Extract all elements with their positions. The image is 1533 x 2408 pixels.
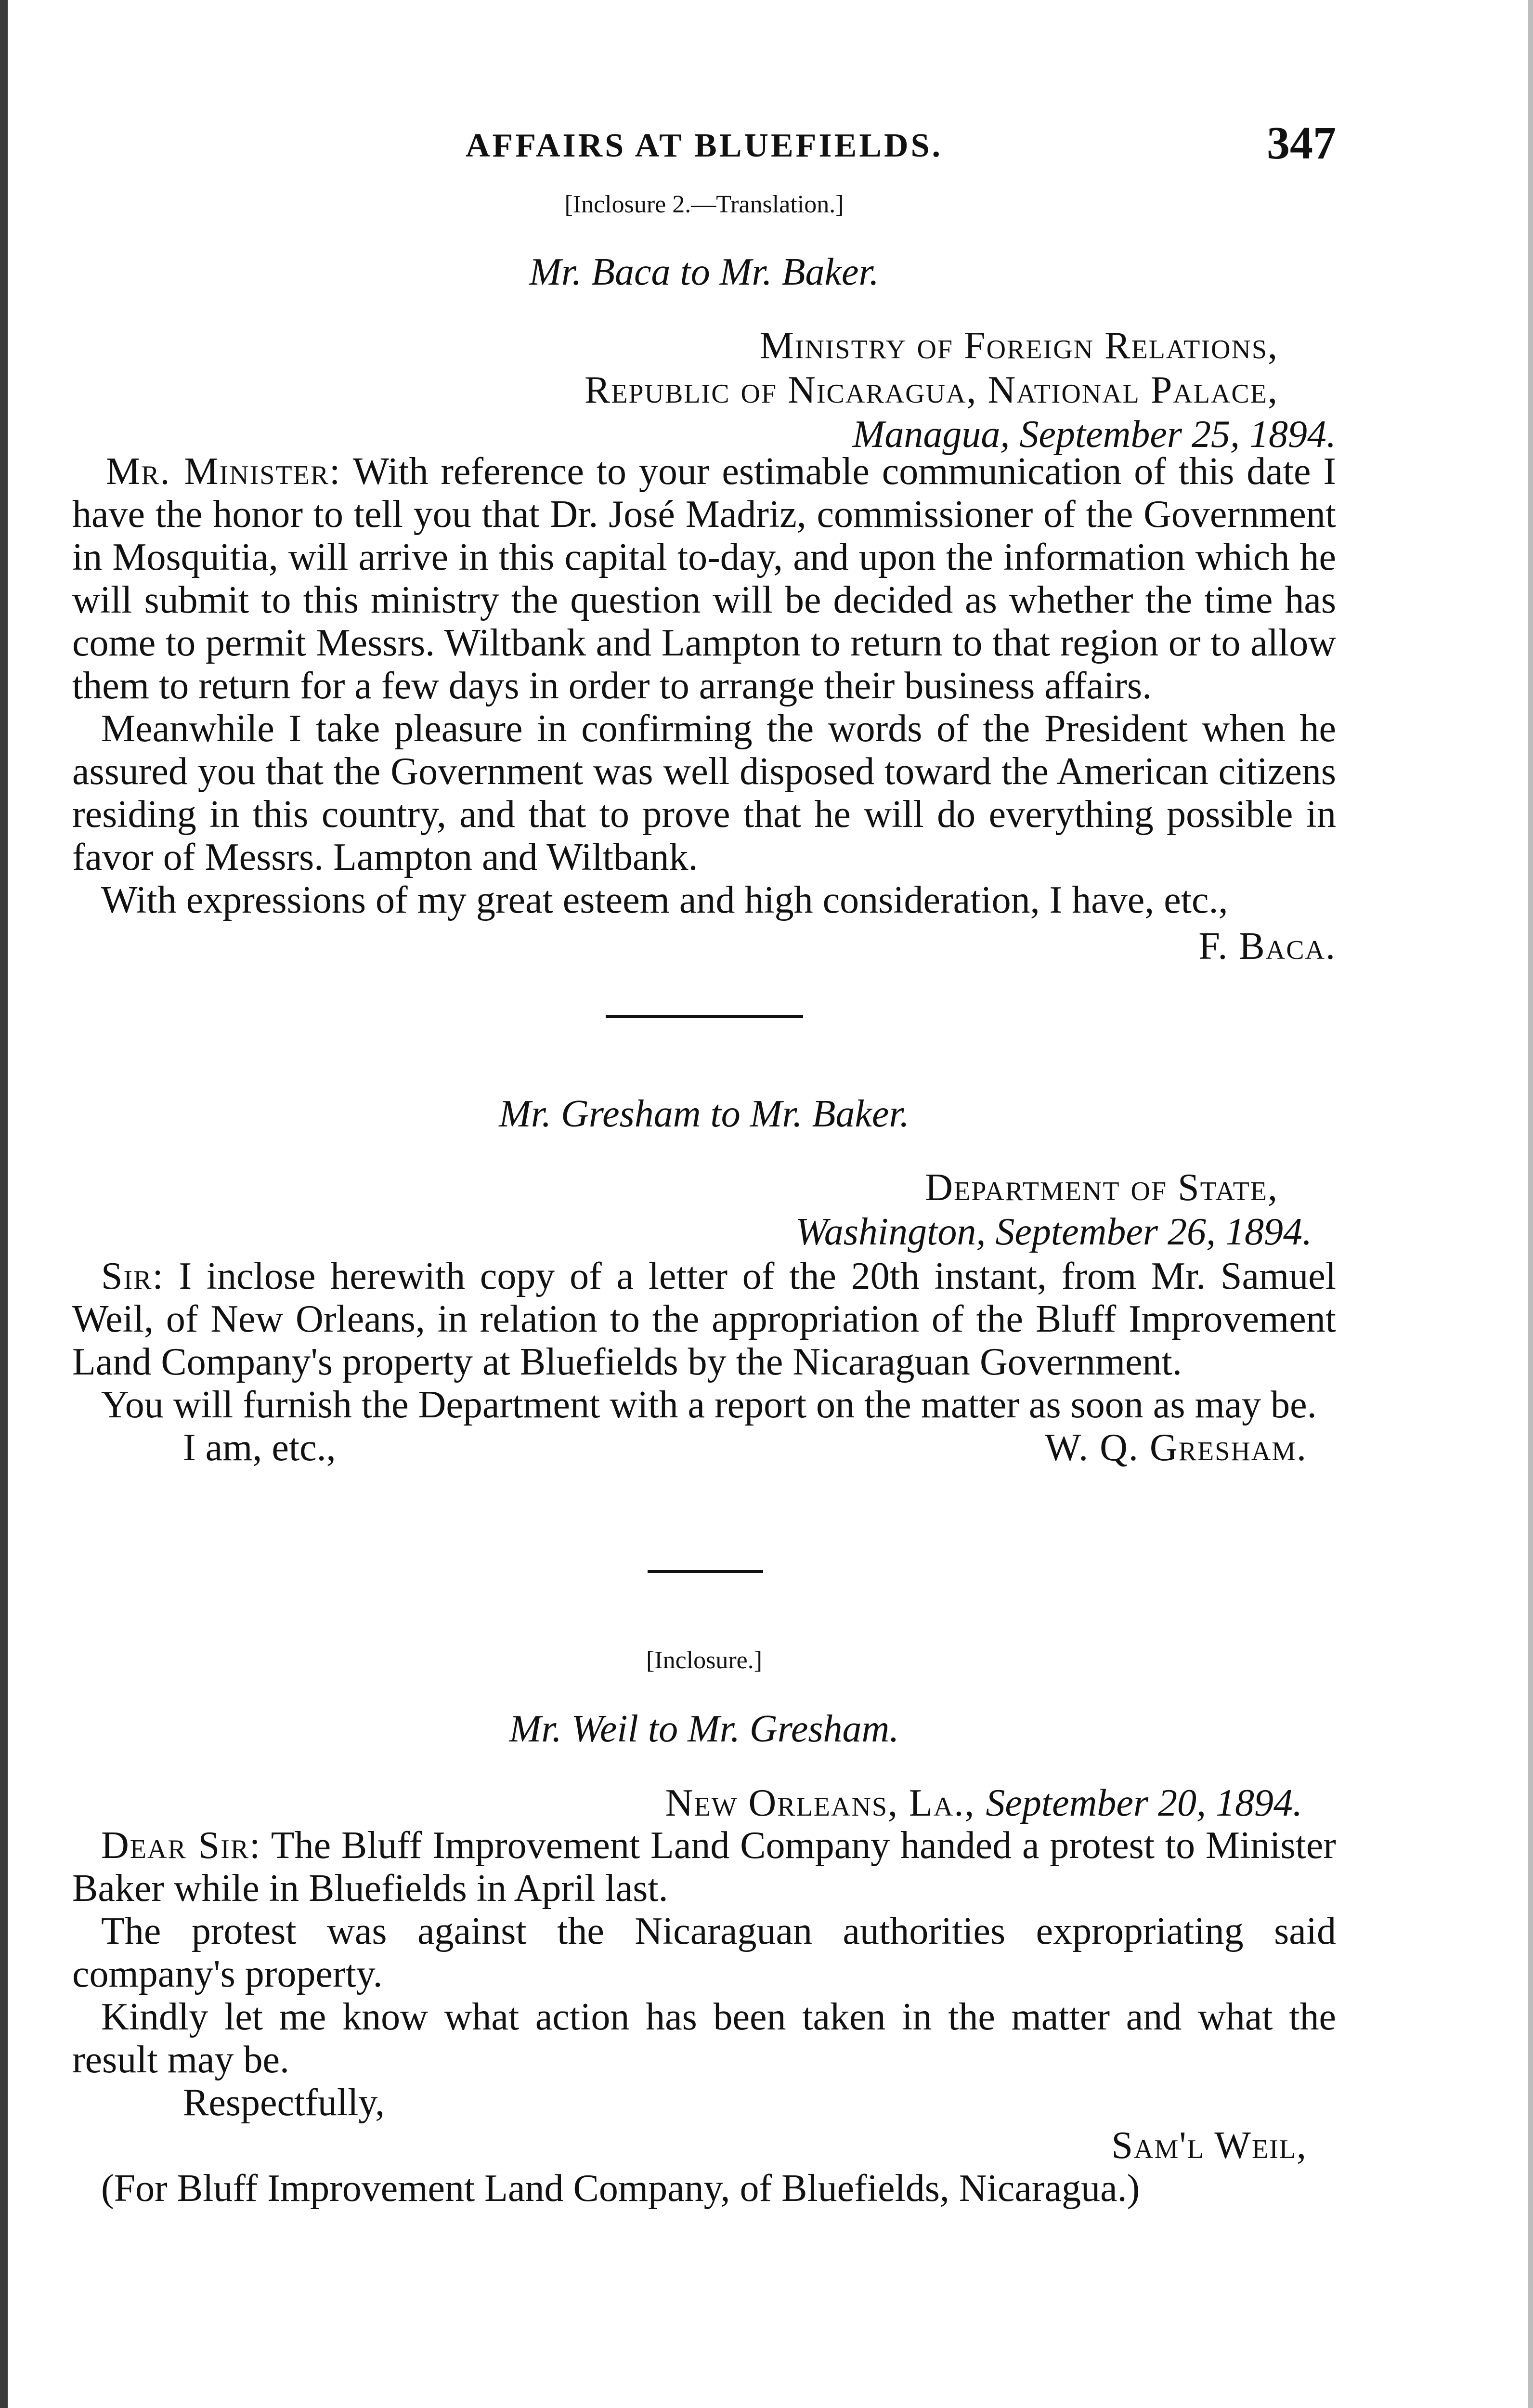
letter2-address: Mr. Gresham to Mr. Baker.	[499, 1093, 909, 1135]
running-head	[72, 113, 1336, 171]
letter3-affiliation: (For Bluff Improvement Land Company, of Bluefields, Nicaragua.)	[101, 2167, 1140, 2210]
page-right-edge	[1528, 0, 1533, 2408]
letter3-paragraph-3: Kindly let me know what action has been taken in the matter and what the result may be.	[72, 1996, 1336, 2081]
department-line: Department of State,	[925, 1166, 1278, 1209]
letter1-salutation: Mr. Minister:	[106, 450, 341, 493]
letter2-date: Washington, September 26, 1894.	[795, 1211, 1312, 1253]
republic-line: Republic of Nicaragua, National Palace,	[584, 369, 1278, 411]
section-divider-1	[606, 1015, 803, 1018]
letter2-body	[72, 1255, 1336, 1469]
letter1-paragraph-3: With expressions of my great esteem and high consideration, I have, etc.,	[101, 879, 1228, 921]
letter1-date: Managua, September 25, 1894.	[852, 413, 1336, 456]
letter1-paragraph-2: Meanwhile I take pleasure in confirming the words of the President when he assured you that the Government was well disposed toward the American citizens residing in this country, and that to prove that he will do everything possible in favor of Messrs. Lampton and Wiltbank.	[72, 707, 1336, 878]
letter3-place: New Orleans, La.,	[665, 1782, 975, 1824]
letter3-paragraph-2: The protest was against the Nicaraguan authorities expropriating said company's property.	[72, 1910, 1336, 1995]
letter3-dateline	[72, 1781, 1336, 1825]
letter3-body	[72, 1824, 1336, 2210]
letter3-salutation: Dear Sir:	[101, 1824, 261, 1867]
letter2-paragraph-2: You will furnish the Department with a report on the matter as soon as may be.	[101, 1384, 1317, 1426]
inclosure-label: [Inclosure.]	[646, 1647, 763, 1674]
letter2-signature: W. Q. Gresham.	[1044, 1426, 1307, 1469]
letter2-salutation: Sir:	[101, 1255, 164, 1297]
letter1-paragraph-1: Mr. Minister: With reference to your estimable communication of this date I have the honor to tell you that Dr. José Madriz, commissioner of the Government in Mosquitia, will arrive in this capital to-day, and upon the information which he will submit to this ministry the question will be decided as whether the time has come to permit Messrs. Wiltbank and Lampton to return to that region or to allow them to return for a few days in order to arrange their business affairs.	[72, 450, 1336, 707]
letter2-paragraph-1: Sir: I inclose herewith copy of a letter of the 20th instant, from Mr. Samuel Weil, of New Orleans, in relation to the appropriation of the Bluff Improvement Land Company's property at Bluefields by the Nicaraguan Government.	[72, 1255, 1336, 1383]
letter1-signature: F. Baca.	[1198, 925, 1336, 968]
letter3-closing: Respectfully,	[183, 2081, 385, 2124]
letter3-date: September 20, 1894.	[986, 1782, 1302, 1824]
page-left-edge	[0, 0, 8, 2408]
ministry-line: Ministry of Foreign Relations,	[759, 325, 1278, 367]
letter1-address: Mr. Baca to Mr. Baker.	[529, 251, 879, 293]
inclosure-2-label: [Inclosure 2.—Translation.]	[564, 191, 844, 218]
letter1-heading	[72, 324, 1336, 457]
letter2-heading	[72, 1165, 1336, 1254]
section-divider-2	[648, 1570, 763, 1573]
letter2-closing-row	[72, 1426, 1336, 1469]
letter2-closing: I am, etc.,	[183, 1426, 336, 1469]
letter3-heading	[72, 1781, 1336, 1825]
page-number: 347	[1267, 117, 1336, 169]
running-title: AFFAIRS AT BLUEFIELDS.	[465, 127, 943, 164]
letter1-body	[72, 450, 1336, 968]
letter3-signature: Sam'l Weil,	[1111, 2124, 1307, 2167]
letter3-address: Mr. Weil to Mr. Gresham.	[509, 1708, 899, 1750]
letter3-paragraph-1: Dear Sir: The Bluff Improvement Land Company handed a protest to Minister Baker while in Bluefields in April last.	[72, 1824, 1336, 1910]
